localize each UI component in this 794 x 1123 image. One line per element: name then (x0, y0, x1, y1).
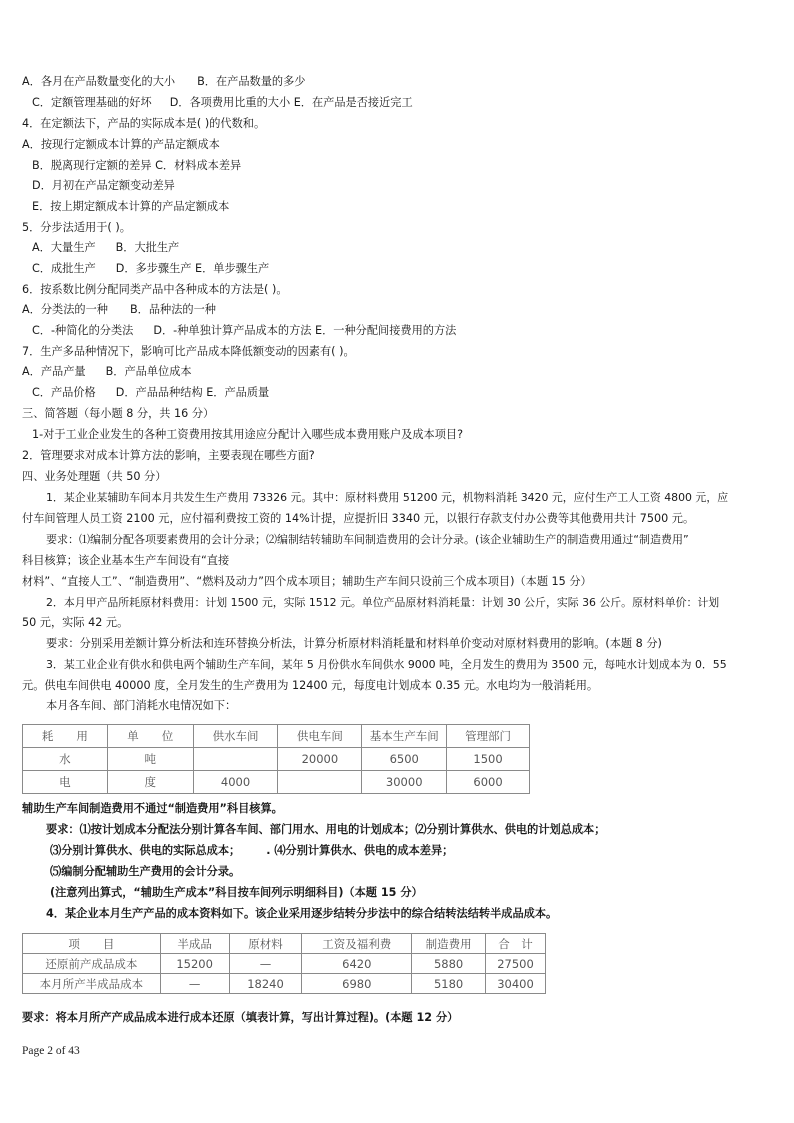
option-line: A．分类法的一种 B．品种法的一种 (22, 303, 216, 316)
table-cell: 30400 (486, 974, 546, 994)
table-cell: 5180 (412, 974, 486, 994)
problem-4: 4．某企业本月生产产品的成本资料如下。该企业采用逐步结转分步法中的综合结转法结转半成品成本。 (46, 907, 558, 920)
option-line: E．按上期定额成本计算的产品定额成本 (32, 200, 230, 213)
option-line: B．脱离现行定额的差异 C．材料成本差异 (32, 159, 242, 172)
table-header-cell: 工资及福利费 (302, 934, 412, 954)
problem-1-cont: 材料”、“直接人工”、“制造费用”、“燃料及动力”四个成本项目；辅助生产车间只设前三个成本项目)（本题 15 分） (22, 575, 592, 588)
table-cell: 30000 (362, 771, 447, 794)
table-cell: 27500 (486, 954, 546, 974)
table-cell: 度 (107, 771, 193, 794)
table-header-cell: 耗 用 (23, 725, 108, 748)
option-line: D．月初在产品定额变动差异 (32, 179, 175, 192)
table-cell: 4000 (193, 771, 278, 794)
table-cell: — (160, 974, 229, 994)
option-line: C．产品价格 D．产品品种结构 E．产品质量 (32, 386, 270, 399)
table-row (23, 974, 546, 994)
table-row (23, 748, 530, 771)
short-answer-1: 1-对于工业企业发生的各种工资费用按其用途应分配计入哪些成本费用账户及成本项目? (32, 428, 464, 441)
table-row (23, 771, 530, 794)
problem-1-cont: 科目核算；该企业基本生产车间设有“直接 (22, 554, 230, 567)
table-header-cell: 项 目 (23, 934, 161, 954)
table-cell: 1500 (447, 748, 530, 771)
table-header-cell: 制造费用 (412, 934, 486, 954)
table-cell: 20000 (278, 748, 362, 771)
option-line: A．各月在产品数量变化的大小 B．在产品数量的多少 (22, 75, 306, 88)
problem-3-cont: 元。供电车间供电 40000 度，全月发生的生产费用为 12400 元，每度电计划成本 0.35 元。水电均为一般消耗用。 (22, 679, 599, 692)
option-line: A．产品产量 B．产品单位成本 (22, 365, 192, 378)
option-line: C．成批生产 D．多步骤生产 E．单步骤生产 (32, 262, 270, 275)
table-cell: 6420 (302, 954, 412, 974)
table-cell: 6500 (362, 748, 447, 771)
table-cell: — (229, 954, 302, 974)
question-5: 5．分步法适用于( )。 (22, 221, 131, 234)
water-electricity-table (22, 724, 530, 794)
table-cell (193, 748, 278, 771)
problem-3-requirement: ⑸编制分配辅助生产费用的会计分录。 (50, 865, 241, 878)
problem-4-requirement: 要求：将本月所产产成品成本进行成本还原（填表计算，写出计算过程)。(本题 12 分） (22, 1011, 459, 1024)
table-cell: 本月所产半成品成本 (23, 974, 161, 994)
problem-2-cont: 50 元，实际 42 元。 (22, 616, 129, 629)
table-header-cell: 半成品 (160, 934, 229, 954)
table-header-cell: 基本生产车间 (362, 725, 447, 748)
table-header-row (23, 725, 530, 748)
cost-data-table (22, 933, 546, 994)
table-cell: 5880 (412, 954, 486, 974)
problem-3: 3．某工业企业有供水和供电两个辅助生产车间，某年 5 月份供水车间供水 9000 吨，全月发生的费用为 3500 元，每吨水计划成本为 0．55 (46, 658, 727, 671)
table-cell: 吨 (107, 748, 193, 771)
table-cell: 水 (23, 748, 108, 771)
problem-3-requirement: ⑶分别计算供水、供电的实际总成本； . ⑷分别计算供水、供电的成本差异； (50, 844, 454, 857)
table-header-row (23, 934, 546, 954)
page-number: Page 2 of 43 (22, 1045, 80, 1057)
problem-3-cont: 本月各车间、部门消耗水电情况如下： (46, 699, 237, 712)
section-heading: 四、业务处理题（共 50 分） (22, 470, 167, 483)
question-4: 4．在定额法下，产品的实际成本是( )的代数和。 (22, 117, 266, 130)
table-header-cell: 供电车间 (278, 725, 362, 748)
problem-1-requirement: 要求：⑴编制分配各项要素费用的会计分录；⑵编制结转辅助车间制造费用的会计分录。(该企业辅助生产的制造费用通过“制造费用” (46, 533, 689, 546)
table-header-cell: 单 位 (107, 725, 193, 748)
option-line: C．定额管理基础的好坏 D．各项费用比重的大小 E．在产品是否接近完工 (32, 96, 413, 109)
option-line: A．大量生产 B．大批生产 (32, 241, 180, 254)
table-cell: 15200 (160, 954, 229, 974)
table-row (23, 954, 546, 974)
problem-2: 2．本月甲产品所耗原材料费用：计划 1500 元，实际 1512 元。单位产品原材料消耗量：计划 30 公斤，实际 36 公斤。原材料单价：计划 (46, 596, 720, 609)
short-answer-2: 2．管理要求对成本计算方法的影响，主要表现在哪些方面? (22, 449, 315, 462)
question-6: 6．按系数比例分配同类产品中各种成本的方法是( )。 (22, 283, 288, 296)
table-cell: 还原前产成品成本 (23, 954, 161, 974)
table-header-cell: 原材料 (229, 934, 302, 954)
problem-3-requirement: 要求：⑴按计划成本分配法分别计算各车间、部门用水、用电的计划成本；⑵分别计算供水、供电的计划总成本； (46, 823, 606, 836)
option-line: A．按现行定额成本计算的产品定额成本 (22, 138, 220, 151)
table-cell: 电 (23, 771, 108, 794)
table-header-cell: 合 计 (486, 934, 546, 954)
table-cell: 18240 (229, 974, 302, 994)
table-cell (278, 771, 362, 794)
table-header-cell: 供水车间 (193, 725, 278, 748)
table-cell: 6980 (302, 974, 412, 994)
problem-3-note: 辅助生产车间制造费用不通过“制造费用”科目核算。 (22, 802, 283, 815)
section-heading: 三、简答题（每小题 8 分，共 16 分） (22, 407, 215, 420)
table-header-cell: 管理部门 (447, 725, 530, 748)
problem-1-cont: 付车间管理人员工资 2100 元，应付福利费按工资的 14%计提，应提折旧 3340 元，以银行存款支付办公费等其他费用共计 7500 元。 (22, 512, 695, 525)
problem-3-note: (注意列出算式，“辅助生产成本”科目按车间列示明细科目)（本题 15 分） (50, 886, 423, 899)
option-line: C．-种简化的分类法 D．-种单独计算产品成本的方法 E．一种分配间接费用的方法 (32, 324, 457, 337)
table-cell: 6000 (447, 771, 530, 794)
problem-1: 1．某企业某辅助车间本月共发生生产费用 73326 元。其中：原材料费用 51200 元，机物料消耗 3420 元，应付生产工人工资 4800 元，应 (46, 491, 729, 504)
question-7: 7．生产多品种情况下，影响可比产品成本降低额变动的因素有( )。 (22, 345, 355, 358)
problem-2-requirement: 要求：分别采用差额计算分析法和连环替换分析法，计算分析原材料消耗量和材料单价变动对原材料费用的影响。(本题 8 分) (46, 637, 662, 650)
